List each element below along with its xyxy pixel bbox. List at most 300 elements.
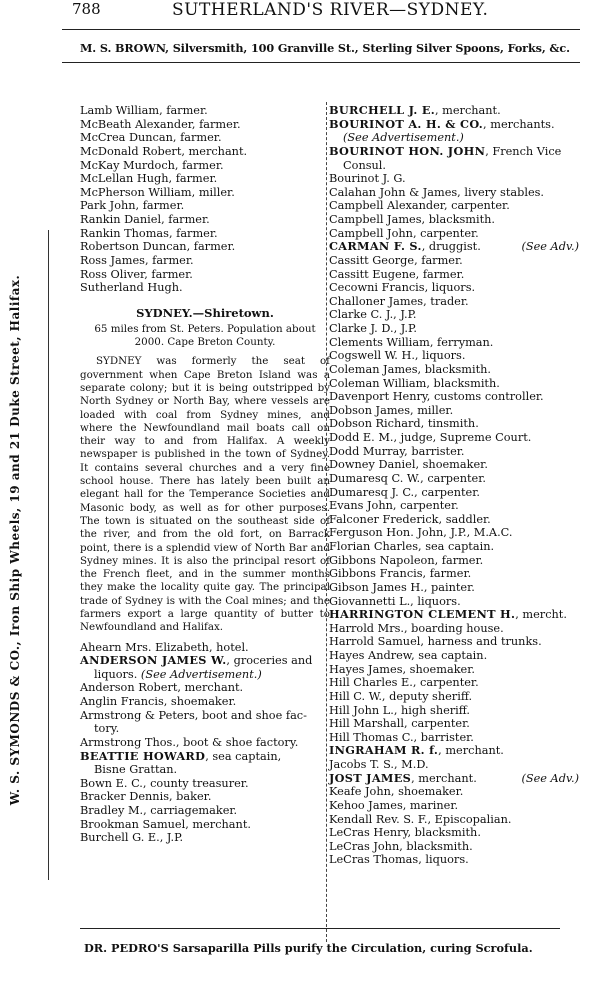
directory-entry — [329, 254, 579, 268]
entry-name: Brookman Samuel, merchant. — [80, 817, 251, 831]
directory-entry — [329, 295, 579, 309]
entry-name: Davenport Henry, customs controller. — [329, 390, 544, 404]
entry-continuation — [329, 159, 579, 173]
entry-name: Florian Charles, sea captain. — [329, 540, 495, 553]
page-number: 788 — [72, 0, 101, 18]
entry-name: Dobson James, miller. — [329, 403, 454, 417]
entry-text — [329, 322, 417, 335]
directory-entry — [329, 145, 579, 172]
directory-entry: McKay Murdoch, farmer. — [80, 158, 224, 172]
entry-text — [80, 736, 298, 749]
directory-entry — [329, 118, 579, 145]
directory-entry: Sutherland Hugh. — [80, 281, 183, 295]
entry-name: Gibson James H., painter. — [329, 580, 475, 594]
entry-text — [329, 118, 555, 131]
entry-line — [329, 840, 579, 854]
directory-entry — [329, 772, 579, 786]
entry-line — [329, 608, 579, 622]
directory-entry — [329, 744, 579, 758]
directory-entry — [329, 445, 579, 459]
entry-name: Burchell G. E., J.P. — [80, 831, 184, 845]
entry-line — [329, 227, 579, 241]
entry-line — [329, 499, 579, 513]
left-entries-bottom — [80, 641, 330, 845]
left-entries-top — [80, 104, 330, 295]
entry-line — [329, 540, 579, 554]
directory-entry: Ross Oliver, farmer. — [80, 267, 193, 281]
top-rule — [62, 29, 580, 30]
directory-entry — [329, 649, 579, 663]
entry-text — [80, 654, 312, 667]
entry-line — [329, 213, 579, 227]
directory-entry — [329, 377, 579, 391]
entry-line — [80, 777, 330, 791]
entry-line — [329, 663, 579, 677]
entry-text — [329, 349, 465, 362]
entry-text — [80, 790, 211, 803]
entry-text — [329, 254, 463, 267]
entry-name: INGRAHAM R. f. — [329, 743, 439, 758]
entry-name: Kehoo James, mariner. — [329, 798, 459, 812]
directory-entry — [329, 322, 579, 336]
entry-name: Armstrong Thos., boot & shoe factory. — [80, 735, 299, 749]
entry-line — [329, 772, 579, 786]
entry-line — [329, 268, 579, 282]
entry-text — [329, 445, 465, 458]
entry-text — [329, 840, 473, 853]
directory-entry — [329, 213, 579, 227]
entry-text — [329, 295, 469, 308]
entry-text — [329, 526, 513, 539]
entry-text — [329, 690, 472, 703]
section-heading: SYDNEY.—Shiretown. — [136, 305, 274, 320]
entry-name: Calahan John & James, livery stables. — [329, 185, 545, 199]
directory-entry — [329, 349, 579, 363]
directory-entry — [80, 681, 330, 695]
entry-name: Cogswell W. H., liquors. — [329, 349, 466, 363]
entry-name: Harrold Mrs., boarding house. — [329, 621, 504, 635]
entry-name: Cassitt Eugene, farmer. — [329, 267, 465, 281]
entry-continuation — [80, 763, 330, 777]
entry-line — [80, 736, 330, 750]
directory-entry — [329, 472, 579, 486]
continuation-text: tory. — [94, 722, 120, 736]
entry-line — [329, 445, 579, 459]
entry-name: CARMAN F. S. — [329, 239, 422, 254]
entry-text — [80, 750, 281, 763]
entry-line — [329, 363, 579, 377]
directory-entry — [329, 554, 579, 568]
entry-line — [329, 431, 579, 445]
entry-text — [329, 458, 488, 471]
entry-text — [329, 663, 475, 676]
entry-text — [329, 554, 483, 567]
entry-text — [329, 377, 500, 390]
directory-entry — [329, 635, 579, 649]
directory-entry — [329, 676, 579, 690]
entry-name: Cecowni Francis, liquors. — [329, 281, 476, 295]
entry-line — [329, 799, 579, 813]
entry-text — [329, 581, 475, 594]
entry-name: Jacobs T. S., M.D. — [329, 758, 429, 771]
entry-name: Hill Marshall, carpenter. — [329, 717, 470, 731]
continuation-text: Consul. — [343, 158, 386, 172]
column-divider — [326, 102, 327, 942]
entry-detail: , groceries and — [226, 654, 313, 668]
directory-entry — [329, 853, 579, 867]
entry-line — [329, 104, 579, 118]
entry-name: Armstrong & Peters, boot and shoe fac- — [80, 708, 307, 722]
entry-text — [329, 567, 471, 580]
directory-entry — [329, 431, 579, 445]
entry-line — [329, 704, 579, 718]
entry-name: Campbell James, blacksmith. — [329, 213, 495, 226]
entry-name: Kendall Rev. S. F., Episcopalian. — [329, 812, 512, 826]
directory-entry: Lamb William, farmer. — [80, 104, 208, 117]
entry-text — [329, 213, 495, 226]
directory-entry — [329, 186, 579, 200]
directory-entry: Rankin Daniel, farmer. — [80, 213, 210, 226]
entry-line — [329, 567, 579, 581]
directory-entry — [80, 804, 330, 818]
entry-text — [329, 472, 486, 485]
entry-text — [329, 227, 479, 240]
entry-name: Bradley M., carriagemaker. — [80, 804, 238, 818]
entry-text — [329, 799, 458, 812]
entry-name: Hill Charles E., carpenter. — [329, 676, 479, 690]
entry-text — [329, 417, 479, 430]
directory-entry — [329, 826, 579, 840]
entry-name: BOURINOT A. H. & CO. — [329, 116, 484, 131]
directory-entry: Rankin Thomas, farmer. — [80, 226, 218, 240]
entry-line — [329, 526, 579, 540]
entry-name: Dumaresq J. C., carpenter. — [329, 485, 480, 499]
top-advertisement: M. S. BROWN, Silversmith, 100 Granville St., Sterling Silver Spoons, Forks, &c. — [80, 41, 570, 55]
entry-name: JOST JAMES — [329, 770, 412, 785]
directory-entry — [80, 777, 330, 791]
directory-entry — [80, 654, 330, 681]
entry-detail: , sea captain, — [205, 749, 282, 763]
entry-text — [329, 772, 477, 786]
entry-line — [329, 295, 579, 309]
entry-line — [329, 554, 579, 568]
entry-name: BOURINOT HON. JOHN — [329, 143, 486, 158]
entry-line — [329, 145, 579, 159]
entry-line — [329, 199, 579, 213]
entry-text — [329, 486, 480, 499]
entry-detail: , druggist. — [421, 240, 481, 254]
directory-entry — [329, 840, 579, 854]
continuation-text: liquors. — [94, 667, 138, 681]
entry-detail: , mercht. — [515, 608, 567, 622]
directory-entry — [329, 240, 579, 254]
entry-text — [80, 681, 243, 694]
entry-name: LeCras Henry, blacksmith. — [329, 826, 481, 840]
entry-line — [329, 336, 579, 350]
entry-name: Clarke C. J., J.P. — [329, 308, 417, 322]
entry-text — [80, 709, 307, 722]
entry-name: Giovannetti L., liquors. — [329, 594, 461, 608]
directory-entry — [329, 717, 579, 731]
entry-line — [329, 281, 579, 295]
directory-entry: McLellan Hugh, farmer. — [80, 172, 218, 186]
entry-name: Dodd Murray, barrister. — [329, 444, 465, 458]
entry-text — [80, 777, 249, 790]
entry-text — [80, 695, 236, 708]
directory-entry — [80, 695, 330, 709]
entry-text — [329, 281, 475, 294]
entry-name: Bracker Dennis, baker. — [80, 790, 212, 804]
directory-entry: McBeath Alexander, farmer. — [80, 117, 241, 131]
entry-text — [329, 540, 494, 553]
entry-text — [329, 431, 531, 444]
entry-text — [329, 363, 491, 376]
directory-entry — [329, 336, 579, 350]
directory-entry — [329, 417, 579, 431]
directory-entry — [329, 172, 579, 186]
directory-entry — [329, 390, 579, 404]
directory-entry: McCrea Duncan, farmer. — [80, 131, 222, 145]
directory-entry — [80, 790, 330, 804]
directory-entry — [329, 513, 579, 527]
right-entries — [329, 104, 579, 867]
directory-entry — [80, 750, 330, 777]
entry-name: Dumaresq C. W., carpenter. — [329, 471, 486, 485]
entry-name: Ahearn Mrs. Elizabeth, hotel. — [80, 640, 249, 654]
top-rule-lower — [62, 62, 580, 63]
entry-name: LeCras John, blacksmith. — [329, 839, 473, 853]
entry-line — [329, 472, 579, 486]
entry-line — [329, 785, 579, 799]
entry-name: LeCras Thomas, liquors. — [329, 853, 469, 867]
entry-line — [329, 377, 579, 391]
entry-line — [80, 695, 330, 709]
entry-line — [329, 404, 579, 418]
entry-name: Dodd E. M., judge, Supreme Court. — [329, 431, 532, 444]
entry-line — [329, 690, 579, 704]
entry-name: Campbell John, carpenter. — [329, 226, 479, 240]
entry-line — [329, 118, 579, 132]
directory-entry — [80, 641, 330, 655]
section-paragraph: SYDNEY was formerly the seat of government when Cape Breton Island was a separate colony; but it is being outstripped by North Sydney or North Bay, where vessels are loaded with coal from Sydney mines, and where the Newfoundland mail boats call on their way to and from Halifax. A weekly newspaper is published in the town of Sydney. It contains several churches and a very fine school house. There has lately been built an elegant hall for the Temperance Societies and Masonic body, as well as for other purposes. The town is situated on the southeast side of the river, and from the old fort, on Barrack point, there is a splendid view of North Bar and Sydney mines. It is also the principal resort of the French fleet, and in the summer months they make the locality quite gay. The principal trade of Sydney is with the Coal mines; and the farmers export a large quantity of butter to Newfoundland and Halifax. — [80, 355, 330, 634]
entry-name: Hill John L., high sheriff. — [329, 703, 471, 717]
entry-line — [80, 831, 330, 845]
entry-text — [329, 826, 481, 839]
entry-text — [329, 744, 504, 757]
entry-text — [329, 104, 501, 117]
entry-text — [329, 813, 511, 826]
directory-entry — [329, 281, 579, 295]
directory-entry — [329, 458, 579, 472]
entry-line — [80, 641, 330, 655]
running-head: SUTHERLAND'S RIVER—SYDNEY. — [172, 0, 489, 20]
directory-entry — [329, 758, 579, 772]
entry-text — [329, 390, 544, 403]
directory-entry — [329, 199, 579, 213]
entry-detail: , merchants. — [483, 117, 555, 131]
entry-line — [329, 172, 579, 186]
entry-line — [80, 709, 330, 723]
entry-text — [329, 268, 464, 281]
entry-line — [329, 635, 579, 649]
directory-entry — [329, 622, 579, 636]
entry-text — [329, 731, 474, 744]
entry-name: Harrold Samuel, harness and trunks. — [329, 635, 542, 649]
entry-name: BURCHELL J. E. — [329, 103, 435, 117]
directory-entry — [329, 595, 579, 609]
entry-line — [329, 513, 579, 527]
entry-text — [329, 704, 470, 717]
entry-line — [329, 486, 579, 500]
entry-name: Gibbons Francis, farmer. — [329, 567, 472, 581]
entry-detail: , French Vice — [485, 144, 562, 158]
directory-entry — [329, 608, 579, 622]
entry-line — [329, 458, 579, 472]
directory-entry — [329, 540, 579, 554]
entry-name: Hayes Andrew, sea captain. — [329, 649, 488, 662]
entry-text — [329, 608, 567, 621]
entry-name: Gibbons Napoleon, farmer. — [329, 553, 484, 567]
entry-text — [329, 199, 510, 212]
directory-entry — [329, 799, 579, 813]
entry-text — [329, 595, 461, 608]
entry-line — [329, 186, 579, 200]
entry-line — [329, 595, 579, 609]
directory-entry — [80, 818, 330, 832]
side-rule — [48, 230, 49, 880]
entry-text — [329, 499, 459, 512]
entry-text — [80, 818, 251, 831]
entry-name: Ferguson Hon. John, J.P., M.A.C. — [329, 526, 513, 540]
entry-line — [329, 390, 579, 404]
entry-name: Hill Thomas C., barrister. — [329, 730, 474, 744]
entry-name: Anderson Robert, merchant. — [80, 681, 244, 695]
entry-text — [329, 336, 493, 349]
entry-line — [329, 240, 579, 254]
entry-line — [329, 813, 579, 827]
entry-name: ANDERSON JAMES W. — [80, 653, 227, 668]
entry-text — [80, 641, 249, 654]
bottom-rule — [80, 928, 560, 929]
entry-line — [329, 731, 579, 745]
entry-line — [329, 622, 579, 636]
continuation-text: Bisne Grattan. — [94, 763, 178, 777]
directory-entry: Ross James, farmer. — [80, 253, 194, 267]
entry-text — [329, 717, 470, 730]
entry-name: Falconer Frederick, saddler. — [329, 512, 491, 526]
entry-name: Downey Daniel, shoemaker. — [329, 458, 488, 472]
entry-name: Evans John, carpenter. — [329, 499, 459, 513]
entry-text — [329, 513, 491, 526]
entry-name: Coleman James, blacksmith. — [329, 362, 491, 376]
entry-text — [80, 831, 183, 844]
directory-entry: McPherson William, miller. — [80, 185, 235, 199]
entry-line — [329, 308, 579, 322]
entry-detail: , merchant. — [434, 104, 501, 117]
advertisement-reference: (See Advertisement.) — [343, 131, 464, 145]
entry-line — [80, 818, 330, 832]
directory-entry — [329, 363, 579, 377]
entry-name: BEATTIE HOWARD — [80, 748, 206, 763]
entry-line — [80, 790, 330, 804]
bottom-advertisement: DR. PEDRO'S Sarsaparilla Pills purify the Circulation, curing Scrofula. — [84, 941, 533, 955]
entry-line — [329, 717, 579, 731]
directory-entry — [329, 308, 579, 322]
entry-text — [329, 404, 453, 417]
entry-name: HARRINGTON CLEMENT H. — [329, 607, 516, 622]
directory-entry — [80, 709, 330, 736]
entry-name: Clements William, ferryman. — [329, 335, 494, 349]
entry-line — [329, 417, 579, 431]
entry-text — [329, 186, 544, 199]
directory-entry: Park John, farmer. — [80, 199, 185, 213]
entry-detail: , merchant. — [411, 771, 477, 785]
entry-name: Bown E. C., county treasurer. — [80, 776, 249, 790]
directory-entry — [329, 404, 579, 418]
entry-name: Anglin Francis, shoemaker. — [80, 695, 237, 709]
entry-name: Hill C. W., deputy sheriff. — [329, 689, 473, 703]
entry-text — [329, 785, 463, 798]
directory-entry: McDonald Robert, merchant. — [80, 144, 248, 158]
entry-text — [329, 172, 406, 185]
entry-name: Cassitt George, farmer. — [329, 253, 463, 267]
section-subheading: 65 miles from St. Peters. Population about 2000. Cape Breton County. — [94, 323, 316, 349]
entry-line — [329, 349, 579, 363]
entry-name: Bourinot J. G. — [329, 172, 406, 186]
entry-line — [329, 826, 579, 840]
directory-entry — [329, 690, 579, 704]
entry-continuation — [80, 722, 330, 736]
entry-name: Dobson Richard, tinsmith. — [329, 417, 479, 431]
entry-text — [329, 622, 504, 635]
directory-entry — [329, 813, 579, 827]
entry-detail: , merchant. — [438, 744, 504, 758]
entry-name: Coleman William, blacksmith. — [329, 376, 500, 390]
directory-entry — [329, 731, 579, 745]
entry-line — [329, 254, 579, 268]
directory-entry — [329, 526, 579, 540]
entry-name: Keafe John, shoemaker. — [329, 785, 464, 799]
entry-text — [329, 635, 542, 648]
directory-entry — [329, 227, 579, 241]
entry-text — [329, 649, 487, 662]
entry-name: Hayes James, shoemaker. — [329, 662, 475, 676]
entry-text — [329, 145, 561, 158]
entry-line — [329, 676, 579, 690]
entry-text — [329, 853, 469, 866]
directory-entry — [329, 785, 579, 799]
advertisement-reference: (See Advertisement.) — [140, 667, 262, 681]
directory-entry — [329, 581, 579, 595]
entry-line — [329, 322, 579, 336]
entry-name: Campbell Alexander, carpenter. — [329, 199, 510, 213]
entry-text — [329, 676, 479, 689]
directory-entry — [329, 704, 579, 718]
advertisement-reference: (See Adv.) — [521, 771, 579, 785]
entry-line — [329, 581, 579, 595]
directory-entry — [329, 268, 579, 282]
left-column — [80, 104, 330, 845]
entry-name: Clarke J. D., J.P. — [329, 322, 417, 335]
directory-entry — [329, 567, 579, 581]
entry-line — [329, 853, 579, 867]
right-column — [329, 104, 579, 867]
entry-line — [80, 804, 330, 818]
entry-text — [329, 758, 429, 771]
directory-entry — [329, 663, 579, 677]
entry-line — [329, 649, 579, 663]
entry-line — [80, 750, 330, 764]
